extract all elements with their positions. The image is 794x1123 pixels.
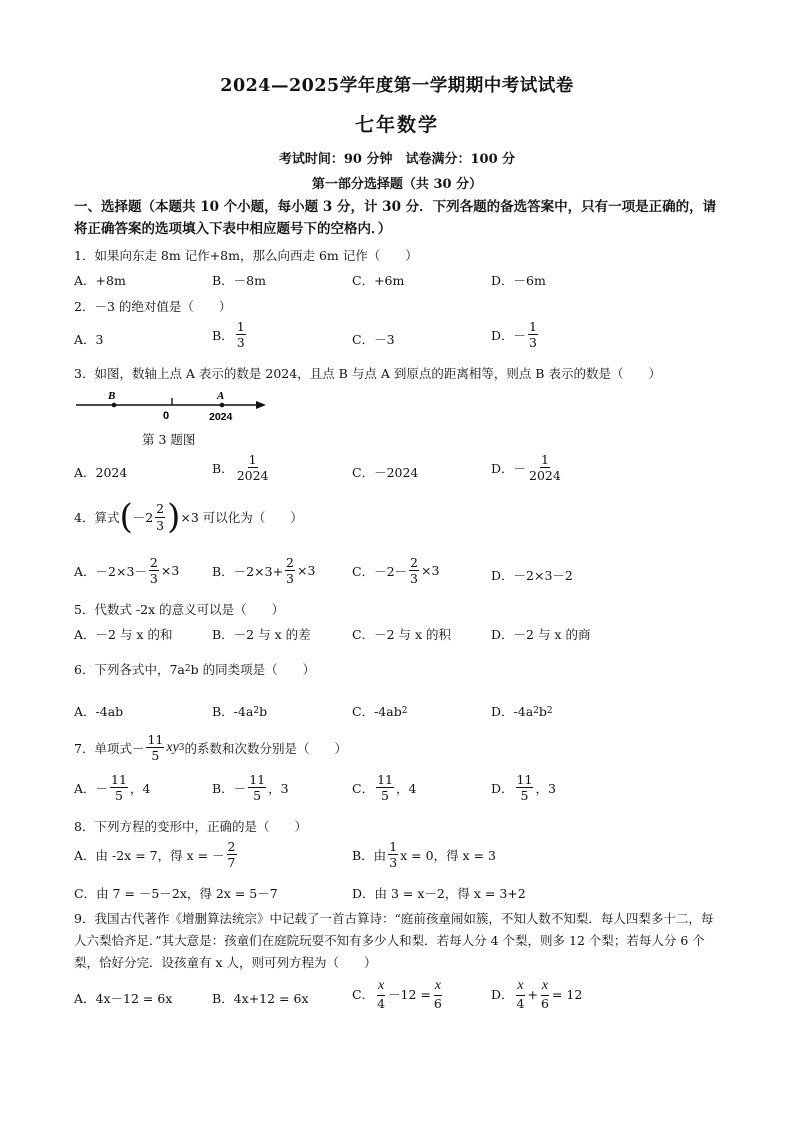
- fraction: $\frac{x}{4}$: [516, 978, 525, 1011]
- question-4-stem: 4．算式 ( －2 $\frac{2}{3}$ ) ×3 可以化为（ ）: [74, 497, 303, 537]
- section1-heading: 一、选择题（本题共 10 个小题，每小题 3 分，计 30 分．下列各题的备选答案中，只有一项是正确的，请将正确答案的选项填入下表中相应题号下的空格内．）: [74, 199, 717, 237]
- q5-option-a: A．－2 与 x 的和: [74, 627, 173, 642]
- fraction: $\frac{11}{5}$: [377, 772, 393, 804]
- q2-option-c: C．－3: [352, 332, 395, 347]
- q8-option-b: B．由 $\frac{1}{3}$ x = 0，得 x = 3: [352, 839, 496, 871]
- q1-option-a: A．+8m: [74, 273, 126, 288]
- q8-option-a: A．由 -2x = 7，得 x = － $\frac{2}{7}$: [74, 839, 236, 871]
- right-paren: ): [167, 497, 181, 537]
- q6-option-c: C．-4ab 2: [352, 704, 408, 719]
- fraction: $\frac{1}{2024}$: [529, 452, 561, 484]
- question-8-stem: 8．下列方程的变形中，正确的是（ ）: [74, 819, 307, 834]
- point-b-dot: [112, 403, 117, 408]
- fraction: $\frac{11}{5}$: [249, 772, 266, 804]
- point-a-dot: [220, 403, 225, 408]
- q4-option-d: D．－2×3－2: [491, 568, 573, 583]
- fraction: $\frac{1}{3}$: [529, 319, 537, 351]
- figure-3-caption: 第 3 题图: [142, 432, 196, 447]
- q6-option-d: D．-4a 2 b 2: [491, 703, 553, 719]
- fraction: $\frac{2}{3}$: [149, 555, 158, 587]
- question-5-stem: 5．代数式 -2x 的意义可以是（ ）: [74, 602, 285, 617]
- q8-option-d: D．由 3 = x－2，得 x = 3+2: [352, 886, 526, 901]
- label-b: B: [108, 390, 116, 402]
- q9-option-d: D． $\frac{x}{4}$ + $\frac{x}{6}$ = 12: [491, 978, 583, 1011]
- question-7-stem: 7．单项式－ $\frac{11}{5}$ xy 3 的系数和次数分别是（ ）: [74, 732, 348, 764]
- q7-option-b: B．－ $\frac{11}{5}$ ，3: [212, 772, 289, 804]
- question-3-stem: 3．如图，数轴上点 A 表示的数是 2024，且点 B 与点 A 到原点的距离相等，则点 B 表示的数是（ ）: [74, 366, 661, 381]
- fraction: $\frac{1}{2024}$: [236, 452, 269, 484]
- question-6-stem: 6．下列各式中，7a 2 b 的同类项是（ ）: [74, 662, 316, 677]
- q6-option-a: A．-4ab: [74, 704, 124, 719]
- fraction: $\frac{2}{3}$: [156, 501, 165, 533]
- label-zero: 0: [163, 410, 170, 422]
- q3-option-a: A．2024: [74, 465, 128, 480]
- q5-option-c: C．－2 与 x 的积: [352, 627, 451, 642]
- fraction: $\frac{1}{3}$: [389, 839, 398, 871]
- fraction: $\frac{2}{3}$: [410, 555, 418, 587]
- q1-option-c: C．+6m: [352, 273, 405, 288]
- fraction: $\frac{1}{3}$: [236, 319, 245, 351]
- fraction: $\frac{x}{6}$: [540, 978, 549, 1011]
- fraction: $\frac{x}{4}$: [377, 978, 386, 1011]
- question-2-stem: 2．－3 的绝对值是（ ）: [74, 299, 232, 314]
- q7-option-c: C． $\frac{11}{5}$ ，4: [352, 772, 417, 804]
- exam-meta: 考试时间：90 分钟 试卷满分：100 分: [278, 152, 516, 167]
- q4-option-c: C．－2－ $\frac{2}{3}$ ×3: [352, 555, 440, 587]
- fraction: $\frac{11}{5}$: [111, 772, 127, 804]
- fraction: $\frac{2}{7}$: [227, 839, 236, 871]
- label-2024: 2024: [209, 411, 233, 423]
- q3-option-b: B． $\frac{1}{2024}$: [212, 452, 269, 484]
- q4-option-b: B．－2×3+ $\frac{2}{3}$ ×3: [212, 555, 316, 587]
- q7-option-a: A．－ $\frac{11}{5}$ ，4: [74, 772, 151, 804]
- exam-subject: 七年数学: [354, 114, 439, 136]
- q5-option-d: D．－2 与 x 的商: [491, 627, 591, 642]
- q8-option-c: C．由 7 = －5－2x，得 2x = 5－7: [74, 886, 278, 901]
- q9-option-c: C． $\frac{x}{4}$ －12 = $\frac{x}{6}$: [352, 978, 442, 1011]
- q1-option-d: D．－6m: [491, 273, 546, 288]
- question-1-stem: 1．如果向东走 8m 记作+8m，那么向西走 6m 记作（ ）: [74, 248, 418, 263]
- fraction: $\frac{2}{3}$: [286, 555, 294, 587]
- q6-option-b: B．-4a 2 b: [212, 703, 268, 719]
- number-line-figure: [74, 386, 270, 426]
- q3-option-d: D．－ $\frac{1}{2024}$: [491, 452, 561, 484]
- question-9-stem: 9．我国古代著作《增删算法统宗》中记载了一首古算诗：“庭前孩童闹如簇，不知人数不知梨．每人四梨多十二，每人六梨恰齐足．”其大意是：孩童们在庭院玩耍不知有多少人和梨．若每人分 4 个梨，则多 12 个梨；若每人分 6 个梨，恰好分完．设孩童有 x 人，则可列方程为（ ）: [74, 911, 714, 970]
- fraction: $\frac{11}{5}$: [147, 732, 164, 764]
- fraction: $\frac{x}{6}$: [433, 978, 442, 1011]
- q9-option-a: A．4x－12 = 6x: [74, 991, 173, 1006]
- exam-title: 2024—2025学年度第一学期期中考试试卷: [220, 76, 574, 96]
- q3-option-c: C．－2024: [352, 465, 419, 480]
- q2-option-b: B． $\frac{1}{3}$: [212, 319, 245, 351]
- q1-option-b: B．－8m: [212, 273, 266, 288]
- part1-title: 第一部分选择题（共 30 分）: [311, 177, 483, 192]
- q2-option-a: A．3: [74, 332, 104, 347]
- q4-option-a: A．－2×3－ $\frac{2}{3}$ ×3: [74, 555, 180, 587]
- q7-option-d: D． $\frac{11}{5}$ ，3: [491, 772, 556, 804]
- q2-option-d: D．－ $\frac{1}{3}$: [491, 319, 537, 351]
- left-paren: (: [119, 497, 133, 537]
- number-line-arrow: [256, 401, 266, 409]
- fraction: $\frac{11}{5}$: [516, 772, 533, 804]
- q5-option-b: B．－2 与 x 的差: [212, 627, 311, 642]
- q9-option-b: B．4x+12 = 6x: [212, 991, 309, 1006]
- label-a: A: [217, 390, 225, 402]
